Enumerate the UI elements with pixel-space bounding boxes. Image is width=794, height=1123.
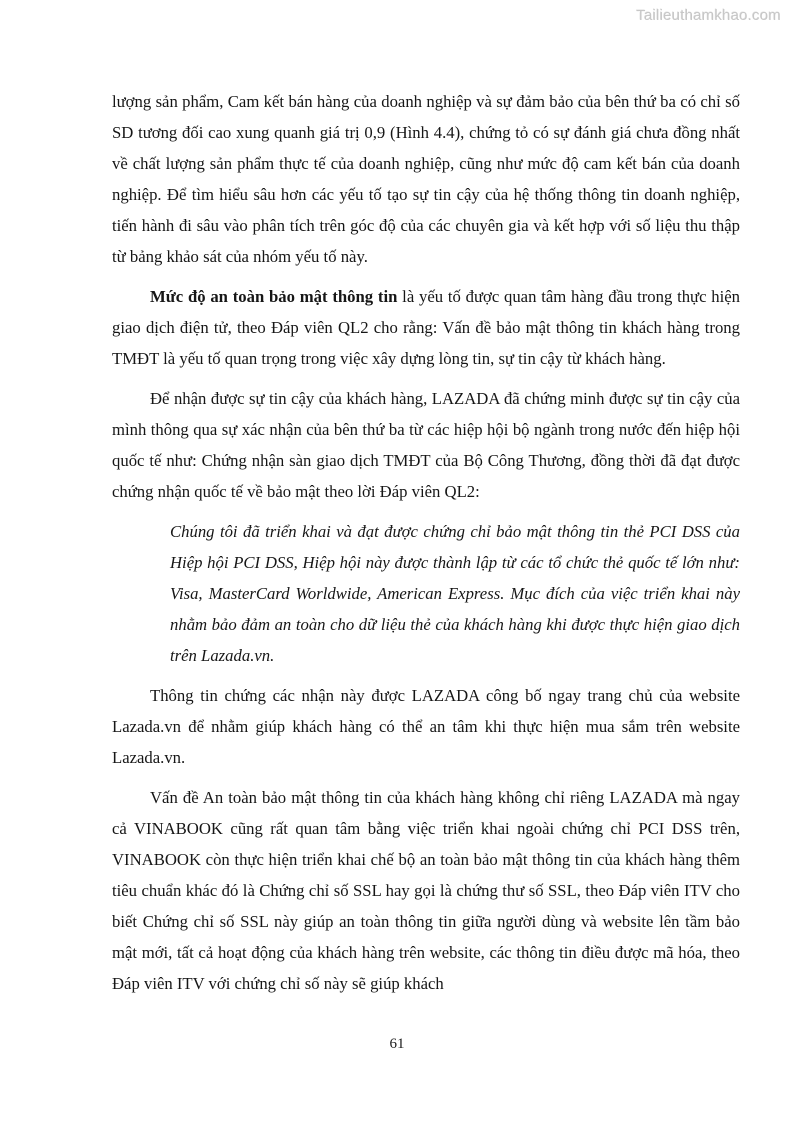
block-quote-paragraph: Chúng tôi đã triển khai và đạt được chứng chỉ bảo mật thông tin thẻ PCI DSS của Hiệp hội PCI DSS, Hiệp hội này được thành lập từ các tổ chức thẻ quốc tế lớn như: Visa, MasterCard Worldwide, American Express. Mục đích của việc triển khai này nhằm bảo đảm an toàn cho dữ liệu thẻ của khách hàng khi được thực hiện giao dịch trên Lazada.vn. <box>170 522 740 665</box>
body-paragraph: lượng sản phẩm, Cam kết bán hàng của doanh nghiệp và sự đảm bảo của bên thứ ba có chỉ số SD tương đối cao xung quanh giá trị 0,9 (Hình 4.4), chứng tỏ có sự đánh giá chưa đồng nhất về chất lượng sản phẩm thực tế của doanh nghiệp, cũng như mức độ cam kết bán của doanh nghiệp. Để tìm hiểu sâu hơn các yếu tố tạo sự tin cậy của hệ thống thông tin doanh nghiệp, tiến hành đi sâu vào phân tích trên góc độ của các chuyên gia và kết hợp với số liệu thu thập từ bảng khảo sát của nhóm yếu tố này. <box>112 92 740 266</box>
bold-lead: Mức độ an toàn bảo mật thông tin <box>150 287 398 306</box>
page-number: 61 <box>389 1036 405 1052</box>
body-paragraph: Vấn đề An toàn bảo mật thông tin của khách hàng không chỉ riêng LAZADA mà ngay cả VINABOOK cũng rất quan tâm bằng việc triển khai ngoài chứng chỉ PCI DSS trên, VINABOOK còn thực hiện triển khai chế bộ an toàn bảo mật thông tin của khách hàng thêm tiêu chuẩn khác đó là Chứng chỉ số SSL hay gọi là chứng thư số SSL, theo Đáp viên ITV cho biết Chứng chỉ số SSL này giúp an toàn thông tin giữa người dùng và website lên tầm bảo mật mới, tất cả hoạt động của khách hàng trên website, các thông tin điều được mã hóa, theo Đáp viên ITV với chứng chỉ số này sẽ giúp khách <box>112 788 740 993</box>
watermark-text: Tailieuthamkhao.com <box>636 7 781 24</box>
body-paragraph: Mức độ an toàn bảo mật thông tin là yếu tố được quan tâm hàng đầu trong thực hiện giao dịch điện tử, theo Đáp viên QL2 cho rằng: Vấn đề bảo mật thông tin khách hàng trong TMĐT là yếu tố quan trọng trong việc xây dựng lòng tin, sự tin cậy từ khách hàng. <box>112 287 741 368</box>
document-body <box>112 86 740 1008</box>
body-paragraph: Để nhận được sự tin cậy của khách hàng, LAZADA đã chứng minh được sự tin cậy của mình thông qua sự xác nhận của bên thứ ba từ các hiệp hội bộ ngành trong nước đến hiệp hội quốc tế như: Chứng nhận sàn giao dịch TMĐT của Bộ Công Thương, đồng thời đã đạt được chứng nhận quốc tế về bảo mật theo lời Đáp viên QL2: <box>112 389 740 501</box>
body-paragraph: Thông tin chứng các nhận này được LAZADA công bố ngay trang chủ của website Lazada.vn để nhằm giúp khách hàng có thể an tâm khi thực hiện mua sắm trên website Lazada.vn. <box>112 686 740 767</box>
